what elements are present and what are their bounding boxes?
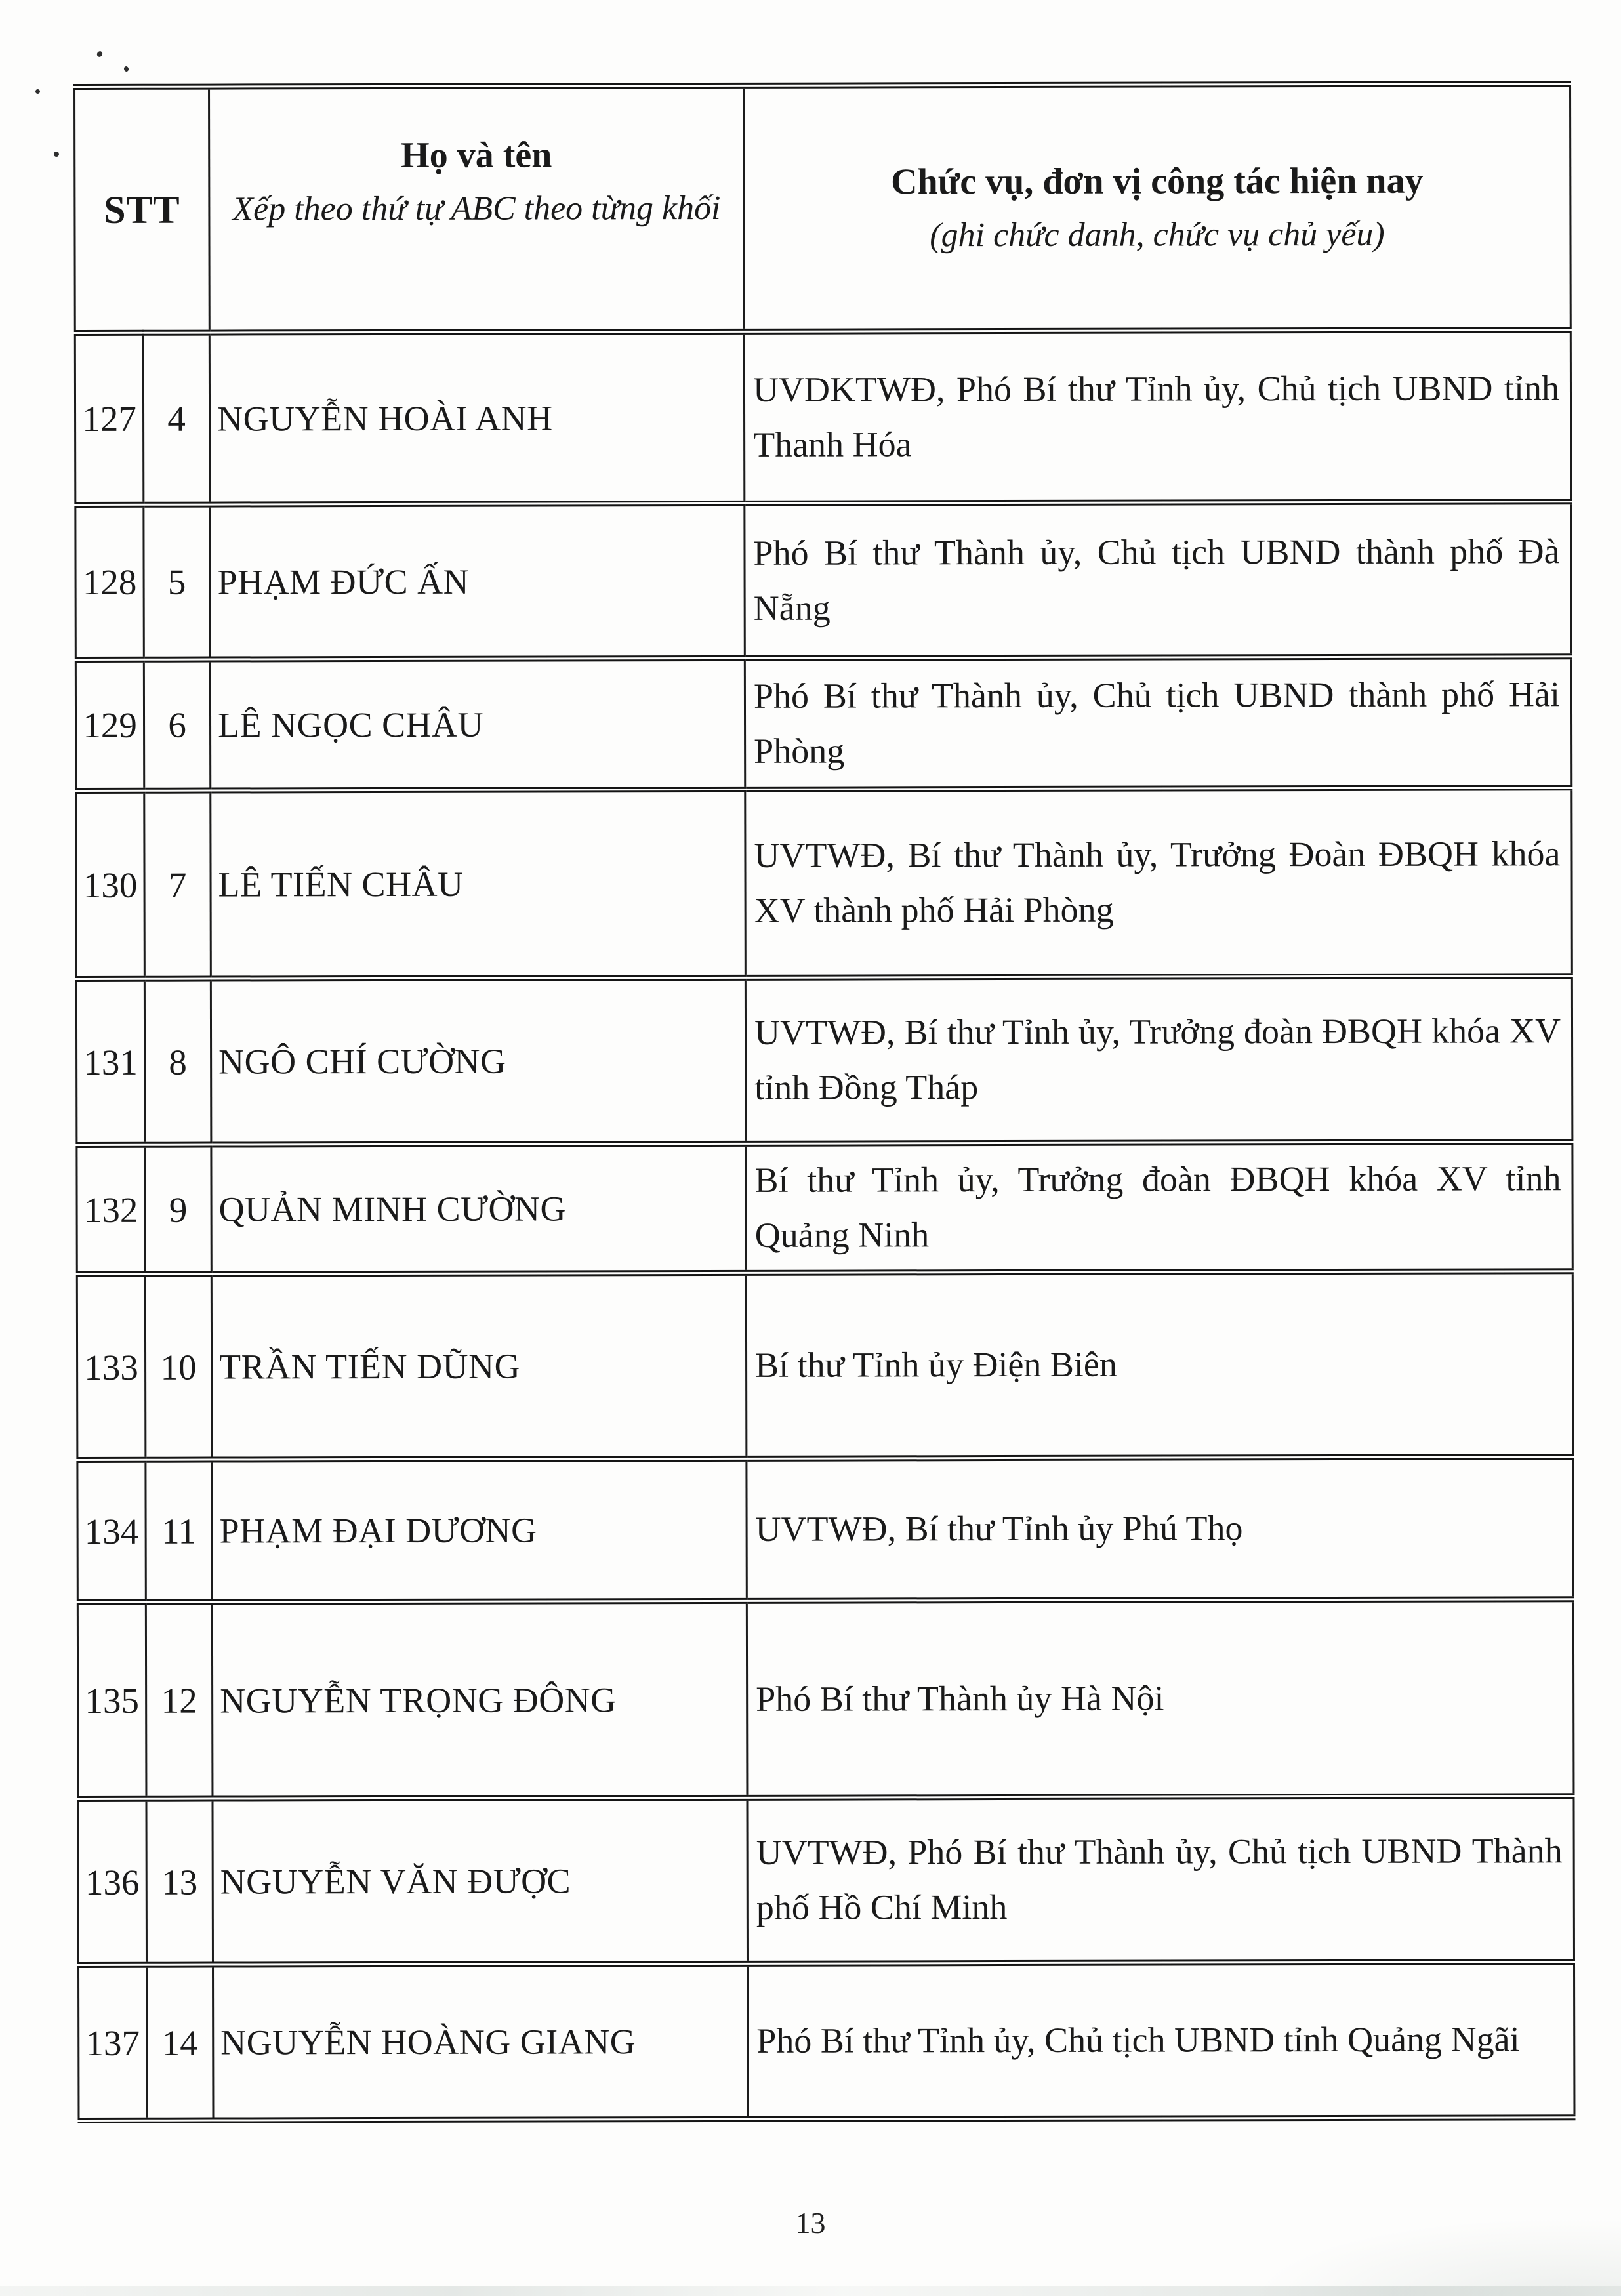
member-name-cell: TRẦN TIẾN DŨNG <box>211 1273 747 1460</box>
header-name <box>209 85 745 333</box>
member-name-cell: NGUYỄN HOÀNG GIANG <box>213 1963 748 2120</box>
scan-speckle <box>96 51 104 58</box>
member-name-cell: LÊ TIẾN CHÂU <box>211 789 746 979</box>
stt-cell: 134 <box>77 1460 146 1602</box>
header-row <box>75 84 1571 333</box>
member-name-cell: QUẢN MINH CƯỜNG <box>211 1143 746 1274</box>
row-number-cell: 14 <box>147 1965 214 2120</box>
member-position-cell: Bí thư Tỉnh ủy, Trưởng đoàn ĐBQH khóa XV tỉnh Quảng Ninh <box>746 1142 1572 1273</box>
member-name-cell: NGUYỄN TRỌNG ĐÔNG <box>212 1601 747 1799</box>
header-name-subtitle: Xếp theo thứ tự ABC theo từng khối <box>232 190 721 228</box>
row-number-cell: 9 <box>145 1145 211 1274</box>
header-position-block <box>745 161 1569 255</box>
table-row <box>75 657 1571 791</box>
scan-edge-shadow <box>0 2286 1621 2296</box>
stt-cell: 129 <box>75 659 144 790</box>
member-name-cell: PHẠM ĐẠI DƯƠNG <box>212 1458 747 1602</box>
table-row <box>76 976 1572 1145</box>
stt-cell: 132 <box>77 1145 145 1274</box>
member-position-cell: UVTWĐ, Bí thư Thành ủy, Trưởng Đoàn ĐBQH khóa XV thành phố Hải Phòng <box>745 788 1572 978</box>
header-position-subtitle: (ghi chức danh, chức vụ chủ yếu) <box>930 216 1385 255</box>
table-row <box>78 1796 1574 1965</box>
row-number-cell: 11 <box>146 1460 212 1602</box>
stt-cell: 133 <box>77 1274 146 1460</box>
stt-cell: 130 <box>76 790 145 979</box>
row-number-cell: 10 <box>145 1274 212 1460</box>
table-row <box>77 1457 1573 1603</box>
header-name-block <box>211 134 742 228</box>
row-number-cell: 5 <box>144 504 211 659</box>
table-row <box>77 1599 1574 1799</box>
header-name-title: Họ và tên <box>401 134 552 176</box>
stt-cell: 127 <box>75 333 144 504</box>
row-number-cell: 8 <box>144 979 211 1145</box>
member-name-cell: PHẠM ĐỨC ẤN <box>210 503 745 659</box>
row-number-cell: 12 <box>146 1602 213 1799</box>
scan-speckle <box>35 89 40 94</box>
stt-cell: 131 <box>76 979 145 1145</box>
stt-cell: 136 <box>78 1799 147 1965</box>
member-position-cell: Phó Bí thư Tỉnh ủy, Chủ tịch UBND tỉnh Quảng Ngãi <box>748 1962 1574 2120</box>
row-number-cell: 13 <box>146 1799 213 1965</box>
header-position <box>744 84 1571 332</box>
scan-speckle <box>123 66 129 72</box>
member-position-cell: UVTWĐ, Phó Bí thư Thành ủy, Chủ tịch UBND Thành phố Hồ Chí Minh <box>747 1796 1574 1964</box>
table-row <box>75 502 1572 660</box>
scan-speckle <box>54 152 59 157</box>
member-position-cell: Phó Bí thư Thành ủy, Chủ tịch UBND thành phố Đà Nẵng <box>745 502 1571 659</box>
member-position-cell: Phó Bí thư Thành ủy Hà Nội <box>747 1599 1574 1798</box>
member-name-cell: LÊ NGỌC CHÂU <box>210 658 745 790</box>
member-position-cell: UVTWĐ, Bí thư Tỉnh ủy, Trưởng đoàn ĐBQH khóa XV tỉnh Đồng Tháp <box>745 976 1572 1144</box>
table-row <box>77 1142 1572 1275</box>
stt-cell: 137 <box>79 1965 147 2120</box>
row-number-cell: 4 <box>143 333 210 504</box>
officials-table <box>73 81 1576 2123</box>
member-name-cell: NGUYỄN HOÀI ANH <box>209 331 745 504</box>
member-position-cell: Bí thư Tỉnh ủy Điện Biên <box>746 1271 1573 1459</box>
row-number-cell: 6 <box>144 659 210 790</box>
member-name-cell: NGÔ CHÍ CƯỜNG <box>211 977 746 1145</box>
page-number: 13 <box>795 2206 826 2240</box>
table-row <box>75 330 1571 505</box>
header-position-title: Chức vụ, đơn vị công tác hiện nay <box>891 160 1424 202</box>
table-row <box>79 1962 1575 2121</box>
member-position-cell: Phó Bí thư Thành ủy, Chủ tịch UBND thành phố Hải Phòng <box>745 657 1571 790</box>
member-name-cell: NGUYỄN VĂN ĐƯỢC <box>213 1797 748 1965</box>
scan-smudge <box>1254 2217 1621 2296</box>
header-stt: STT <box>75 87 210 333</box>
member-position-cell: UVTWĐ, Bí thư Tỉnh ủy Phú Thọ <box>747 1457 1573 1601</box>
table-row <box>76 788 1572 979</box>
row-number-cell: 7 <box>144 790 211 979</box>
stt-cell: 135 <box>77 1602 146 1799</box>
stt-cell: 128 <box>75 504 144 659</box>
member-position-cell: UVDKTWĐ, Phó Bí thư Tỉnh ủy, Chủ tịch UBND tỉnh Thanh Hóa <box>744 330 1571 504</box>
table-row <box>77 1271 1573 1460</box>
